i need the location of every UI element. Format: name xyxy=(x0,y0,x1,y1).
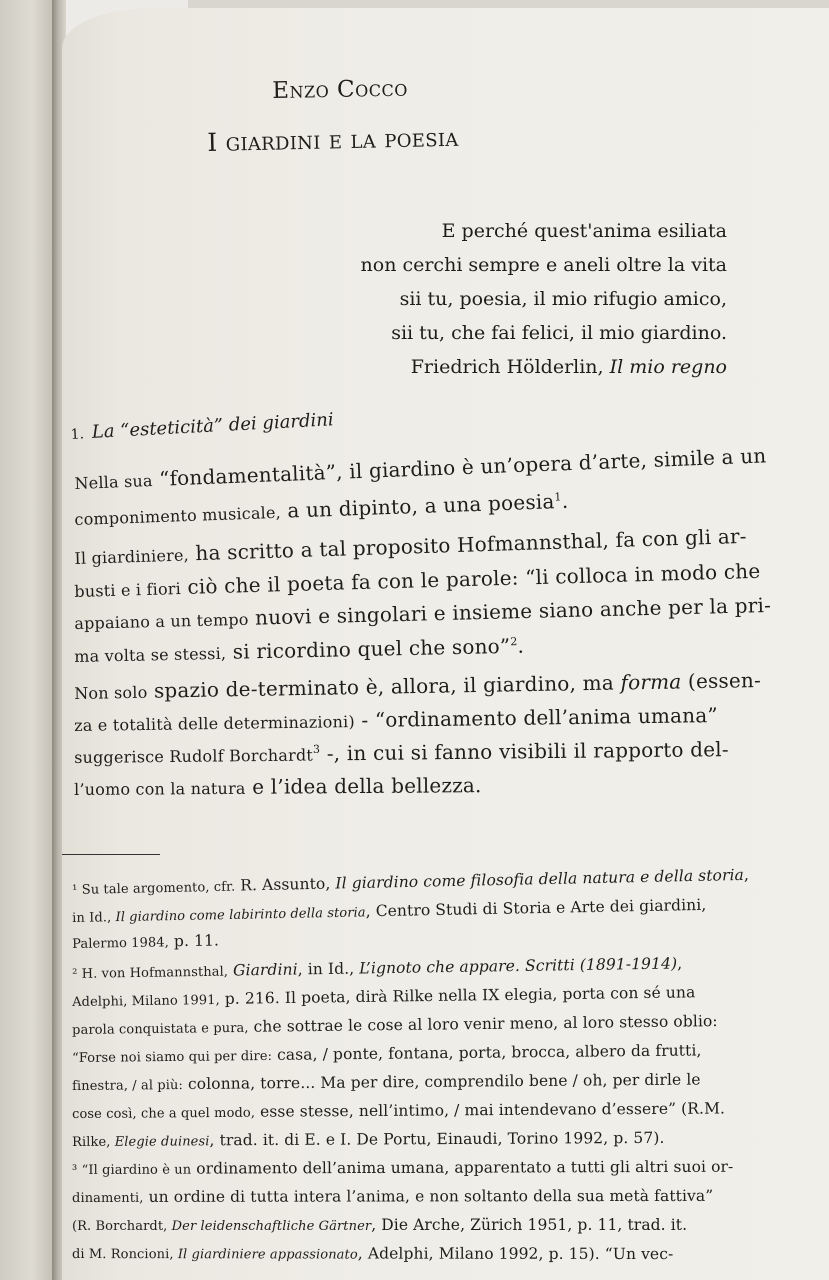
footnote-line: finestra, / al più: colonna, torre... Ma per dire, comprendilo bene / oh, per dirle le xyxy=(72,1070,701,1094)
body-line: busti e i fiori ciò che il poeta fa con le parole: “li colloca in modo che xyxy=(74,558,761,601)
section-number: 1. xyxy=(70,426,85,443)
body-line: Non solo spazio de-terminato è, allora, il giardino, ma forma (essen- xyxy=(74,668,762,703)
footnote-line: in Id., Il giardino come labirinto della storia, Centro Studi di Storia e Arte dei giardini, xyxy=(72,895,707,926)
footnote-line: ¹ Su tale argomento, cfr. R. Assunto, Il giardino come filosofia della natura e della storia, xyxy=(72,865,750,898)
body-line: Il giardiniere, ha scritto a tal proposito Hofmannsthal, fa con gli ar- xyxy=(74,523,748,568)
footnote-line: ³ “Il giardino è un ordinamento dell’anima umana, apparentato a tutti gli altri suoi or- xyxy=(72,1157,734,1178)
footnote-line: parola conquistata e pura, che sottrae le cose al loro venir meno, al loro stesso oblio: xyxy=(72,1012,718,1038)
footnote-line: ² H. von Hofmannsthal, Giardini, in Id., L’ignoto che appare. Scritti (1891-1914), xyxy=(72,954,683,982)
epigraph-line: non cerchi sempre e aneli oltre la vita xyxy=(360,254,727,276)
author-name: Enzo Cocco xyxy=(272,75,409,104)
body-line: suggerisce Rudolf Borchardt$^3$ -, in cui si fanno visibili il rapporto del- xyxy=(74,737,729,767)
epigraph-line: sii tu, che fai felici, il mio giardino. xyxy=(391,322,727,344)
footnote-line: cose così, che a quel modo, esse stesse, nell’intimo, / mai intendevano d’essere” (R.M. xyxy=(72,1099,726,1122)
footnote-line: “Forse noi siamo qui per dire: casa, / ponte, fontana, porta, brocca, albero da frutti, xyxy=(72,1041,702,1066)
epigraph-line: E perché quest'anima esiliata xyxy=(441,220,727,242)
left-page-edge xyxy=(0,0,58,1280)
body-line: l’uomo con la natura e l’idea della bellezza. xyxy=(74,773,482,799)
chapter-title: I giardini e la poesia xyxy=(207,122,459,157)
epigraph-attribution xyxy=(411,356,727,378)
book-page xyxy=(62,8,829,1280)
footnote-line: (R. Borchardt, Der leidenschaftliche Gärtner, Die Arche, Zürich 1951, p. 11, trad. it. xyxy=(72,1216,688,1234)
section-heading xyxy=(70,409,334,444)
epigraph-author: Friedrich Hölderlin, xyxy=(410,356,604,378)
footnote-line: di M. Roncioni, Il giardiniere appassionato, Adelphi, Milano 1992, p. 15). “Un vec- xyxy=(71,1244,674,1264)
footnote-line: Rilke, Elegie duinesi, trad. it. di E. e I. De Portu, Einaudi, Torino 1992, p. 57). xyxy=(72,1128,665,1150)
footnote-line: Palermo 1984, p. 11. xyxy=(72,931,220,952)
epigraph-line: sii tu, poesia, il mio rifugio amico, xyxy=(399,288,727,310)
body-line: ma volta se stessi, si ricordino quel che sono”$^2$. xyxy=(74,633,525,666)
body-line: za e totalità delle determinazioni) - “ordinamento dell’anima umana” xyxy=(74,703,719,735)
body-line: componimento musicale, a un dipinto, a una poesia$^1$. xyxy=(74,488,569,529)
footnote-line: Adelphi, Milano 1991, p. 216. Il poeta, dirà Rilke nella IX elegia, porta con sé una xyxy=(72,983,696,1010)
body-line: Nella sua “fondamentalità”, il giardino è un’opera d’arte, simile a un xyxy=(74,443,767,493)
footnote-separator xyxy=(62,854,160,855)
body-line: appaiano a un tempo nuovi e singolari e insieme siano anche per la pri- xyxy=(74,592,772,633)
footnote-line: dinamenti, un ordine di tutta intera l’anima, e non soltanto della sua metà fattiva” xyxy=(72,1186,714,1206)
epigraph-work: Il mio regno xyxy=(609,356,727,378)
section-title: La “esteticità” dei giardini xyxy=(91,409,335,443)
